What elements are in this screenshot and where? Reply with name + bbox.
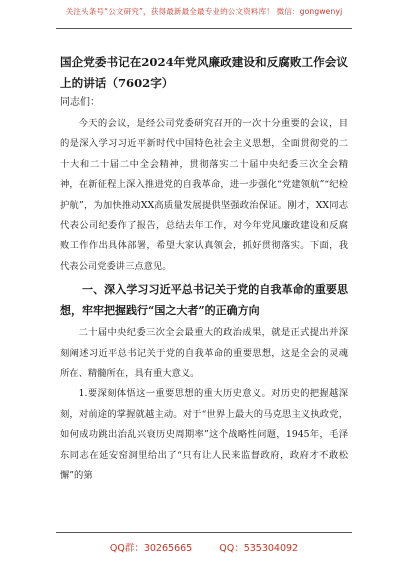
- section-heading: 一、深入学习习近平总书记关于党的自我革命的重要思想，牢牢把握践行“国之大者”的正确方向: [60, 283, 348, 318]
- greeting: 同志们：: [60, 97, 100, 108]
- footer-divider: [56, 532, 352, 533]
- intro-paragraph: 今天的会议，是经公司党委研究召开的一次十分重要的会议，目的是深入学习习近平新时代中国特色社会主义思想，全面贯彻党的二十大和二十届二中全会精神，贯彻落实二十届中央纪委三次全会精神，在新征程上深入推进党的自我革命，进一步强化“党建领航”“纪检护航”，为加快推动XX高质量发展提供坚强政治保证。刚才，XX同志代表公司纪委作了报告，总结去年工作，对今年党风廉政建设和反腐败工作作出具体部署，希望大家认真领会，抓好贯彻落实。下面，我代表公司党委讲三点意见。: [60, 118, 348, 272]
- contact-footer: [0, 540, 408, 554]
- qq-group-number: QQ群：30265665: [109, 543, 193, 554]
- document-title: 国企党委书记在2024年党风廉政建设和反腐败工作会议上的讲话（7602字）: [60, 55, 348, 90]
- promo-banner: 关注头条号“公文研究”，获得最新最全最专业的公文资料库！ 微信：gongwenyj: [65, 7, 343, 16]
- header-divider: [56, 28, 352, 29]
- qq-number: QQ：535304092: [219, 543, 299, 554]
- section-paragraph: 1.要深刻体悟这一重要思想的重大历史意义。对历史的把握越深刻，对前途的掌握就越主动。对于“世界上最大的马克思主义执政党，如何成功跳出治乱兴衰历史周期率”这个战略性问题，1945年，毛泽东同志在延安窑洞里给出了“只有让人民来监督政府，政府才不敢松懈”的第: [60, 388, 348, 482]
- section-paragraph: 二十届中央纪委三次全会最重大的政治成果，就是正式提出并深刻阐述习近平总书记关于党的自我革命的重要思想，这是全会的灵魂所在、精髓所在，具有重大意义。: [60, 327, 348, 380]
- document-body: [60, 52, 348, 487]
